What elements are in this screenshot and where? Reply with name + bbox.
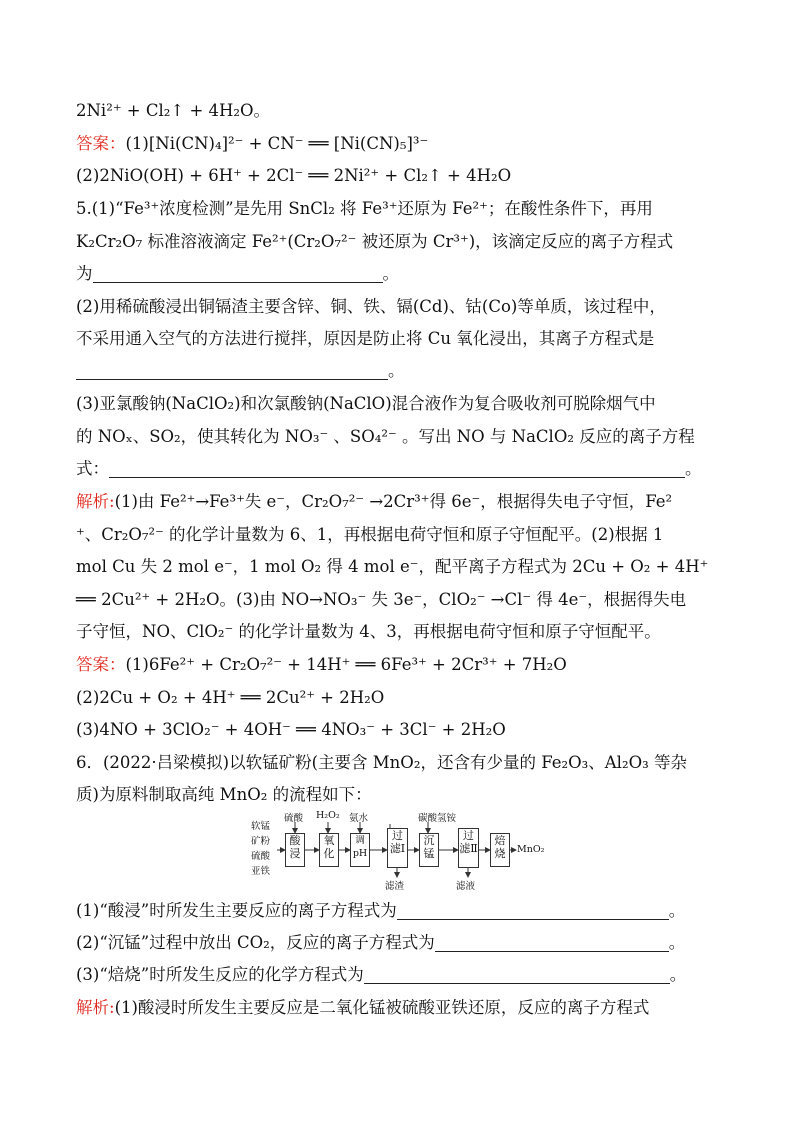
answer-blank[interactable] (435, 933, 669, 952)
question-blank-line (76, 898, 726, 924)
answer-line (76, 131, 726, 157)
flow-input-label: 矿粉 (251, 836, 271, 847)
equation-line: 2Ni²⁺ + Cl₂↑ + 4H₂O。 (76, 101, 271, 120)
flow-byproduct-label: 滤液 (456, 881, 476, 892)
question-blank-line (76, 962, 726, 988)
flow-step-box: 焙烧 (490, 833, 510, 867)
question-blank-line (76, 358, 726, 384)
question-text: 为 (76, 264, 93, 283)
answer-tag: 答案： (76, 655, 126, 674)
answer-blank[interactable] (109, 459, 685, 478)
question-blank-line (76, 261, 726, 287)
flow-step-box: 酸浸 (285, 833, 305, 867)
question-text: K₂Cr₂O₇ 标准溶液滴定 Fe²⁺(Cr₂O₇²⁻ 被还原为 Cr³⁺)，该滴定反应的离子方程式 (76, 232, 674, 251)
flow-input-label: 软锰 (251, 821, 271, 832)
answer-text: (1)[Ni(CN)₄]²⁻ + CN⁻ ══ [Ni(CN)₅]³⁻ (125, 134, 429, 153)
question-text: 质)为原料制取高纯 MnO₂ 的流程如下： (76, 785, 372, 804)
flow-byproduct-label: 滤渣 (385, 881, 405, 892)
question-text: (3)亚氯酸钠(NaClO₂)和次氯酸钠(NaClO)混合液作为复合吸收剂可脱除烟气中 (76, 394, 656, 413)
flow-reagent-label: 氨水 (349, 813, 369, 824)
question-text: (3)“焙烧”时所发生反应的化学方程式为 (76, 965, 364, 984)
question-text: 式： (76, 459, 109, 478)
flow-reagent-label: 硫酸 (284, 813, 304, 824)
question-blank-line (76, 456, 726, 482)
question-text: 。 (388, 361, 405, 380)
flow-product-label: MnO₂ (517, 844, 545, 855)
flow-step-box: 过滤Ⅱ (458, 828, 479, 868)
question-text: 不采用通入空气的方法进行搅拌，原因是防止将 Cu 氧化浸出，其离子方程式是 (76, 329, 655, 348)
question-text: (1)“酸浸”时所发生主要反应的离子方程式为 (76, 901, 397, 920)
flow-step-box: 氧化 (319, 833, 339, 867)
flow-input-label: 硫酸 (251, 851, 271, 862)
analysis-tag: 解析: (76, 998, 115, 1017)
question-blank-line (76, 930, 726, 956)
answer-blank[interactable] (93, 264, 383, 283)
question-text: 。 (668, 901, 686, 920)
answer-line: (2)2NiO(OH) + 6H⁺ + 2Cl⁻ ══ 2Ni²⁺ + Cl₂↑ + 4H₂O (76, 166, 512, 185)
flow-input-label: 亚铁 (251, 866, 271, 877)
flow-step-box: 沉锰 (419, 833, 439, 867)
analysis-tag: 解析: (76, 492, 115, 511)
analysis-text: ══ 2Cu²⁺ + 2H₂O。(3)由 NO→NO₃⁻ 失 3e⁻，ClO₂⁻ →Cl⁻ 得 4e⁻，根据得失电 (76, 590, 687, 609)
question-text: 。 (669, 965, 687, 984)
analysis-line (76, 995, 726, 1021)
flow-step-box: 过滤Ⅰ (387, 828, 408, 868)
flow-reagent-label: H₂O₂ (316, 810, 340, 821)
flow-step-box: 调pH (350, 833, 370, 867)
answer-blank[interactable] (76, 361, 388, 380)
answer-blank[interactable] (397, 901, 669, 920)
question-text: 。 (668, 933, 686, 952)
analysis-text: ⁺、Cr₂O₇²⁻ 的化学计量数为 6、1，再根据电荷守恒和原子守恒配平。(2)根据 1 (76, 525, 664, 544)
answer-tag: 答案： (76, 134, 126, 153)
question-text: 。 (382, 264, 399, 283)
question-text: 的 NOₓ、SO₂，使其转化为 NO₃⁻ 、SO₄²⁻ 。写出 NO 与 NaClO₂ 反应的离子方程 (76, 427, 695, 446)
question-text: 6．(2022·吕梁模拟)以软锰矿粉(主要含 MnO₂，还含有少量的 Fe₂O₃、Al₂O₃ 等杂 (76, 753, 687, 772)
question-text: (2)“沉锰”过程中放出 CO₂，反应的离子方程式为 (76, 933, 435, 952)
analysis-text: mol Cu 失 2 mol e⁻，1 mol O₂ 得 4 mol e⁻，配平离子方程式为 2Cu + O₂ + 4H⁺ (76, 557, 709, 576)
process-flow-diagram (250, 810, 560, 892)
analysis-text: (1)由 Fe²⁺→Fe³⁺失 e⁻，Cr₂O₇²⁻ →2Cr³⁺得 6e⁻，根据得失电子守恒，Fe² (114, 492, 673, 511)
answer-line: (3)4NO + 3ClO₂⁻ + 4OH⁻ ══ 4NO₃⁻ + 3Cl⁻ + 2H₂O (76, 720, 506, 739)
question-text: 5.(1)“Fe³⁺浓度检测”是先用 SnCl₂ 将 Fe³⁺还原为 Fe²⁺；在酸性条件下，再用 (76, 199, 653, 218)
analysis-text: 子守恒，NO、ClO₂⁻ 的化学计量数为 4、3，再根据电荷守恒和原子守恒配平。 (76, 622, 661, 641)
answer-line (76, 652, 726, 678)
answer-text: (1)6Fe²⁺ + Cr₂O₇²⁻ + 14H⁺ ══ 6Fe³⁺ + 2Cr³⁺ + 7H₂O (125, 655, 567, 674)
answer-blank[interactable] (364, 965, 670, 984)
answer-line: (2)2Cu + O₂ + 4H⁺ ══ 2Cu²⁺ + 2H₂O (76, 688, 385, 707)
flow-reagent-label: 碳酸氢铵 (418, 813, 457, 824)
question-text: 。 (685, 459, 702, 478)
analysis-line (76, 489, 726, 515)
question-text: (2)用稀硫酸浸出铜镉渣主要含锌、铜、铁、镉(Cd)、钴(Co)等单质，该过程中， (76, 297, 666, 316)
analysis-text: (1)酸浸时所发生主要反应是二氧化锰被硫酸亚铁还原，反应的离子方程式 (114, 998, 650, 1017)
